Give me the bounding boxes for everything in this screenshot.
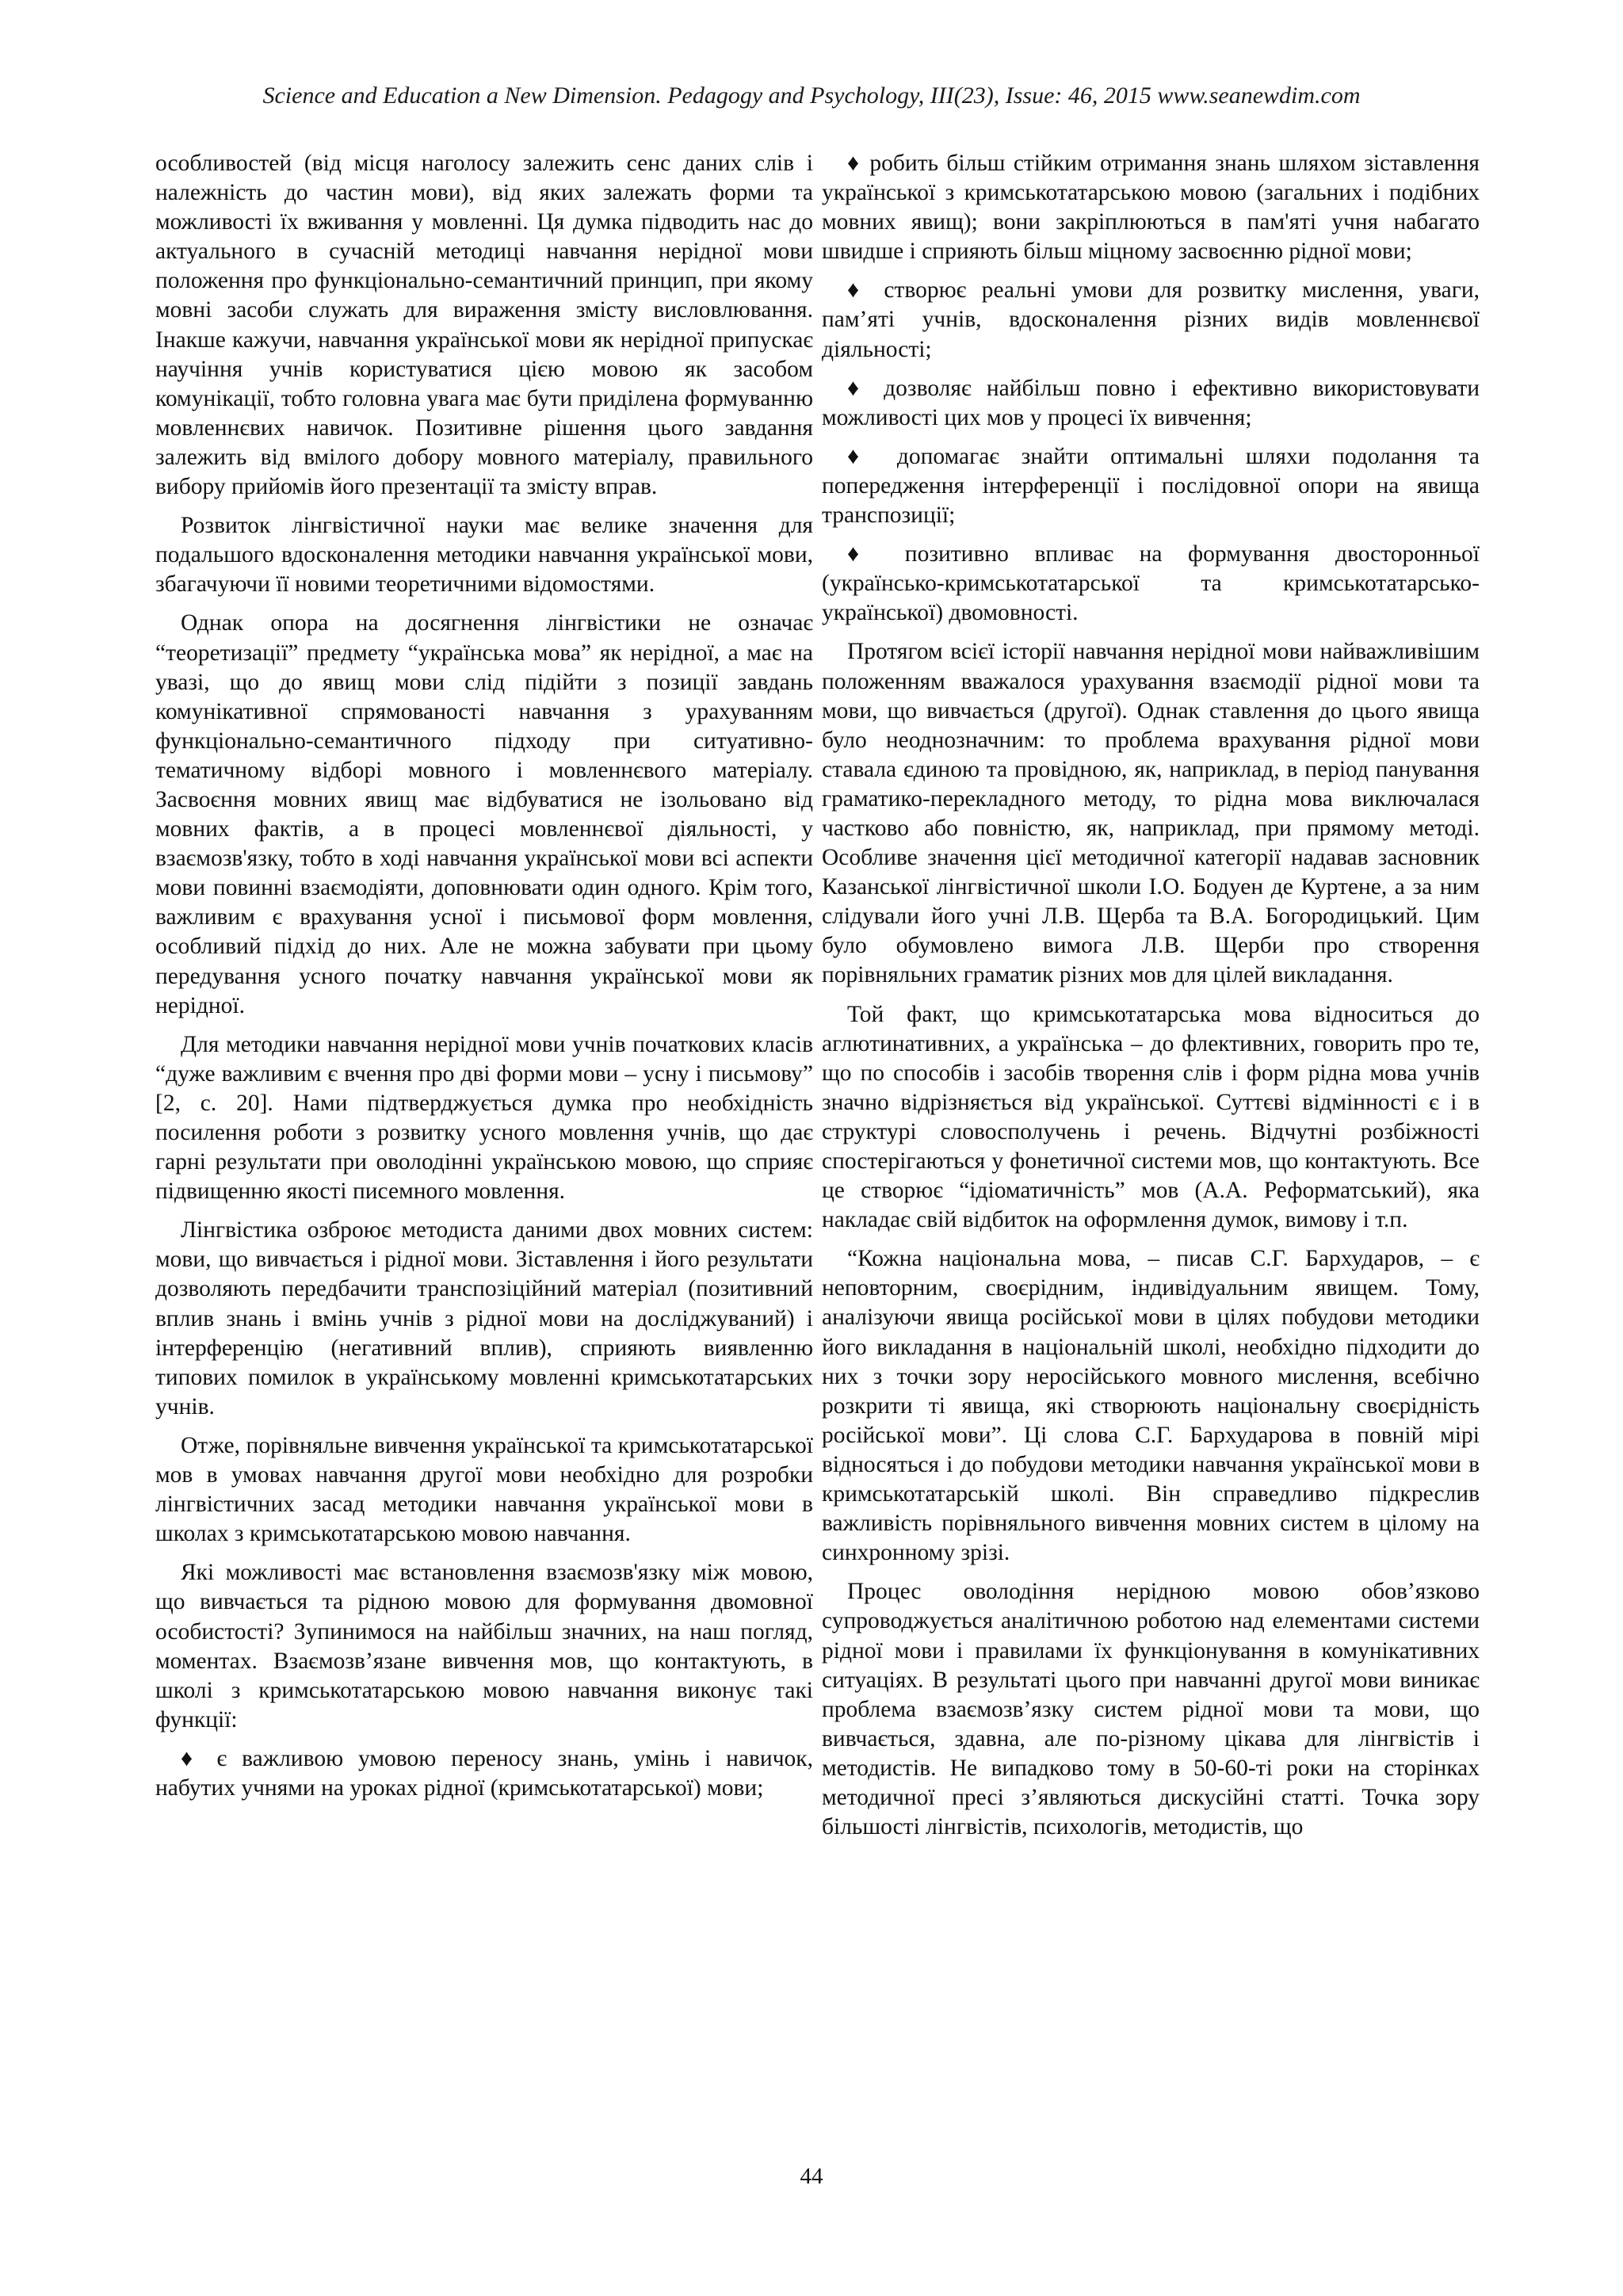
list-item: ♦ створює реальні умови для розвитку мислення, уваги, пам’яті учнів, вдосконалення різних видів мовленнєвої діяльності; [822,277,1480,362]
running-header: Science and Education a New Dimension. Pedagogy and Psychology, III(23), Issue: 46, 2015 www.seanewdim.com [262,82,1361,109]
list-item: ♦ позитивно впливає на формування двосторонньої (українсько-кримськотатарської та кримськотатарсько-української) двомовності. [822,541,1480,626]
paragraph: особливостей (від місця наголосу залежить сенс даних слів і належність до частин мови), від яких залежать форми та можливості їх вживання у мовленні. Ця думка підводить нас до актуального в сучасній методиці навчання нерідної мови положення про функціонально-семантичний принцип, при якому мовні засоби служать для вираження змісту висловлювання. Інакше кажучи, навчання української мови як нерідної припускає научіння учнів користуватися цією мовою як засобом комунікації, тобто головна увага має бути приділена формуванню мовленнєвих навичок. Позитивне рішення цього завдання залежить від вмілого добору мовного матеріалу, правильного вибору прийомів його презентації та змісту вправ. [155,151,813,500]
list-item: ♦ є важливою умовою переносу знань, умінь і навичок, набутих учнями на уроках рідної (кримськотатарської) мови; [155,1745,813,1801]
list-item: ♦ робить більш стійким отримання знань шляхом зіставлення української з кримськотатарською мовою (загальних і подібних мовних явищ); вони закріплюються в пам'яті учня набагато швидше і сприяють більш міцному засвоєнню рідної мови; [822,151,1480,265]
paragraph: Отже, порівняльне вивчення української та кримськотатарської мов в умовах навчання другої мови необхідно для розробки лінгвістичних засад методики навчання української мови в школах з кримськотатарською мовою навчання. [155,1432,813,1547]
paragraph: Протягом всієї історії навчання нерідної мови найважливішим положенням вважалося урахування взаємодії рідної мови та мови, що вивчається (другої). Однак ставлення до цього явища було неоднозначним: то проблема врахування рідної мови ставала єдиною та провідною, як, наприклад, в період панування граматико-перекладного методу, то рідна мова виключалася частково або повністю, як, наприклад, при прямому методі. Особливе значення цієї методичної категорії надавав засновник Казанської лінгвістичної школи І.О. Бодуен де Куртене, а за ним слідували його учні Л.В. Щерба та В.А. Богородицький. Цим було обумовлено вимога Л.В. Щерби про створення порівняльних граматик різних мов для цілей викладання. [822,639,1480,988]
paragraph: Однак опора на досягнення лінгвістики не означає “теоретизації” предмету “українська мова” як нерідної, а має на увазі, що до явищ мови слід підійти з позиції завдань комунікативної спрямованості навчання з урахуванням функціонально-семантичного підходу при ситуативно-тематичному відборі мовного і мовленнєвого матеріалу. Засвоєння мовних явищ має відбуватися не ізольовано від мовних фактів, а в процесі мовленнєвої діяльності, у взаємозв'язку, тобто в ході навчання української мови всі аспекти мови повинні взаємодіяти, доповнювати один одного. Крім того, важливим є врахування усної і письмової форм мовлення, особливий підхід до них. Але не можна забувати при цьому передування усного початку навчання української мови як нерідної. [155,610,813,1018]
paragraph: Розвиток лінгвістичної науки має велике значення для подальшого вдосконалення методики навчання української мови, збагачуючи її новими теоретичними відомостями. [155,513,813,598]
left-column [155,149,813,1813]
right-column [822,149,1480,1851]
list-item: ♦ допомагає знайти оптимальні шляхи подолання та попередження інтерференції і послідовної опори на явища транспозиції; [822,443,1480,529]
paragraph: Той факт, що кримськотатарська мова відноситься до аглютинативних, а українська – до флективних, говорить про те, що по способів і засобів творення слів і форм рідна мова учнів значно відрізняється від української. Суттєві відмінності є і в структурі словосполучень і речень. Відчутні розбіжності спостерігаються у фонетичної системи мов, що контактують. Все це створює “ідіоматичність” мов (А.А. Реформатський), яка накладає свій відбиток на оформлення думок, вимову і т.п. [822,1001,1480,1233]
paragraph: Які можливості має встановлення взаємозв'язку між мовою, що вивчається та рідною мовою для формування двомовної особистості? Зупинимося на найбільш значних, на наш погляд, моментах. Взаємозв’язане вивчення мов, що контактують, в школі з кримськотатарською мовою навчання виконує такі функції: [155,1560,813,1733]
paragraph: “Кожна національна мова, – писав С.Г. Бархударов, – є неповторним, своєрідним, індивідуальним явищем. Тому, аналізуючи явища російської мови в цілях побудови методики його викладання в національній школі, необхідно підходити до них з точки зору неросійського мовного мислення, всебічно розкрити ті явища, які створюють національну своєрідність російської мови”. Ці слова С.Г. Бархударова в повній мірі відносяться і до побудови методики навчання української мови в кримськотатарській школі. Він справедливо підкреслив важливість порівняльного вивчення мовних систем в цілому на синхронному зрізі. [822,1246,1480,1566]
paragraph: Для методики навчання нерідної мови учнів початкових класів “дуже важливим є вчення про дві форми мови – усну і письмову” [2, с. 20]. Нами підтверджується думка про необхідність посилення роботи з розвитку усного мовлення учнів, що дає гарні результати при оволодінні українською мовою, що сприяє підвищенню якості писемного мовлення. [155,1031,813,1205]
list-item: ♦ дозволяє найбільш повно і ефективно використовувати можливості цих мов у процесі їх вивчення; [822,375,1480,430]
paragraph: Процес оволодіння нерідною мовою обов’язково супроводжується аналітичною роботою над елементами системи рідної мови і правилами їх функціонування в комунікативних ситуаціях. В результаті цього при навчанні другої мови виникає проблема взаємозв’язку систем рідної мови та мови, що вивчається, здавна, але по-різному цікава для лінгвістів і методистів. Не випадково тому в 50-60-ті роки на сторінках методичної пресі з’являються дискусійні статті. Точка зору більшості лінгвістів, психологів, методистів, що [822,1579,1480,1840]
page-number: 44 [800,2164,823,2189]
paragraph: Лінгвістика озброює методиста даними двох мовних систем: мови, що вивчається і рідної мови. Зіставлення і його результати дозволяють передбачити транспозіційний матеріал (позитивний вплив знань і вмінь учнів з рідної мови на досліджуваний) і інтерференцію (негативний вплив), сприяють виявленню типових помилок в українському мовленні кримськотатарських учнів. [155,1217,813,1419]
